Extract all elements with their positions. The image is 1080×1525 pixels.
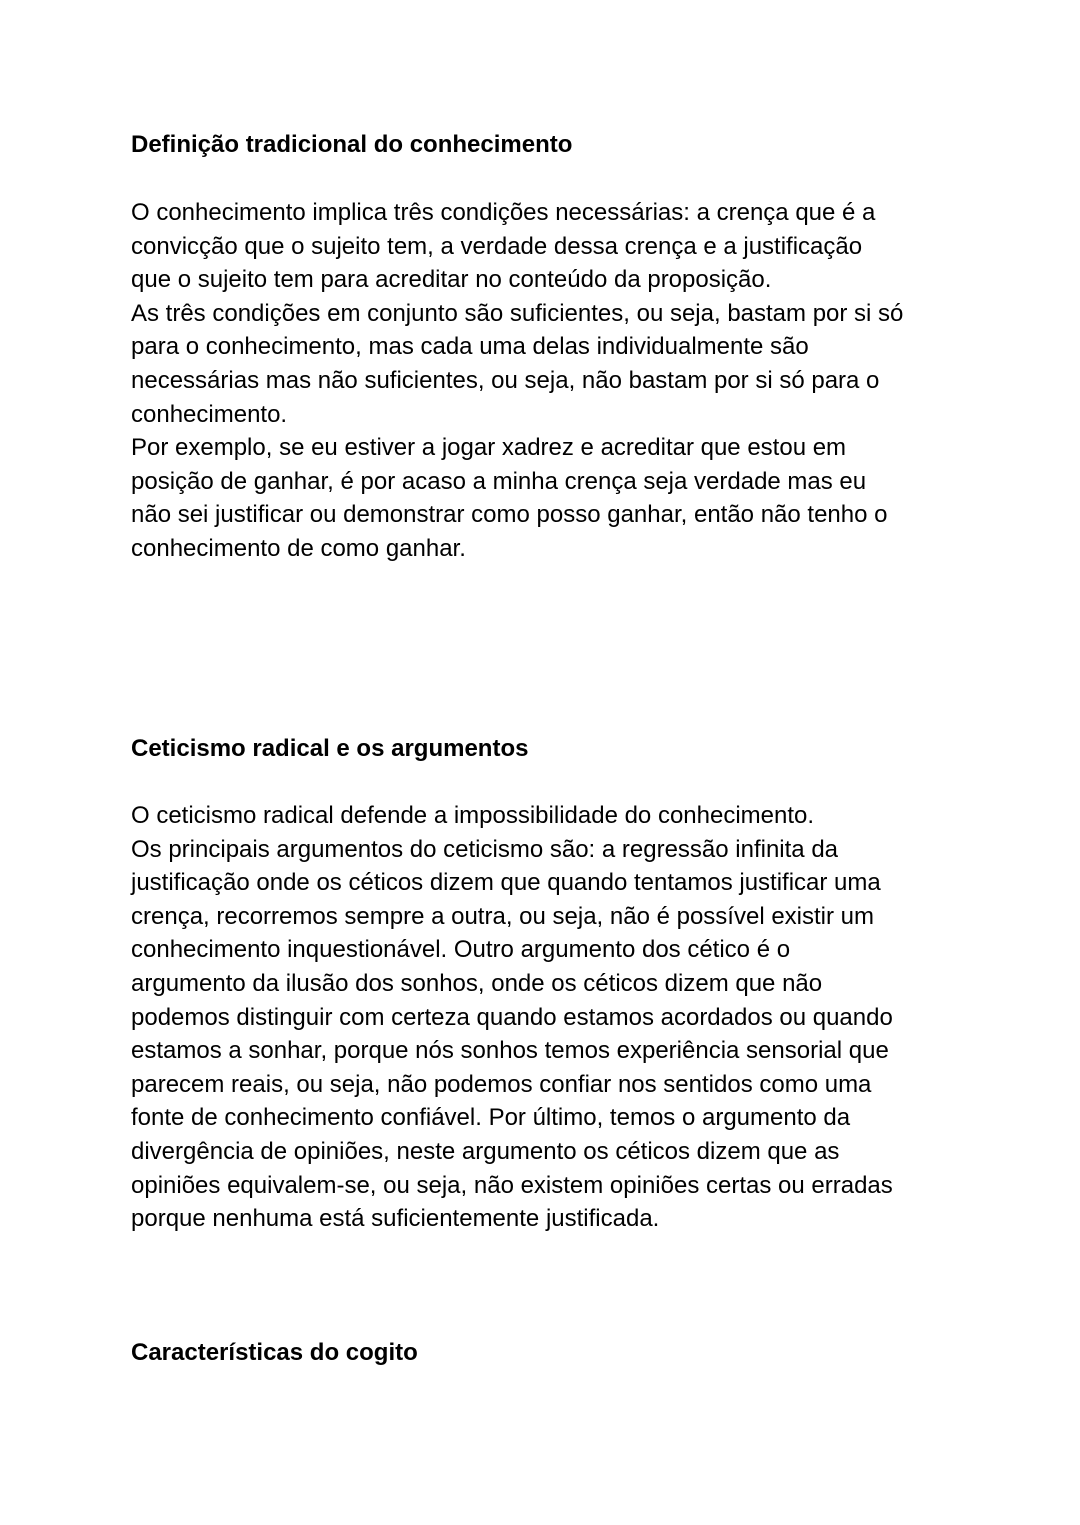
- text-line: O conhecimento implica três condições necessárias: a crença que é a: [131, 199, 876, 226]
- text-line: conhecimento inquestionável. Outro argumento dos cético é o: [131, 936, 791, 964]
- text-line: Os principais argumentos do ceticismo são: a regressão infinita da: [131, 835, 839, 863]
- section-body-radical-skepticism: [131, 799, 893, 1236]
- text-line: argumento da ilusão dos sonhos, onde os céticos dizem que não: [131, 969, 823, 997]
- section-body-traditional-definition: [131, 196, 903, 566]
- text-line: estamos a sonhar, porque nós sonhos temos experiência sensorial que: [131, 1037, 889, 1065]
- text-line: opiniões equivalem-se, ou seja, não existem opiniões certas ou erradas: [131, 1171, 893, 1199]
- section-heading-traditional-definition: Definição tradicional do conhecimento: [131, 131, 573, 158]
- text-line: conhecimento de como ganhar.: [131, 534, 466, 562]
- text-line: convicção que o sujeito tem, a verdade dessa crença e a justificação: [131, 232, 863, 260]
- text-line: podemos distinguir com certeza quando estamos acordados ou quando: [131, 1003, 893, 1031]
- text-line: não sei justificar ou demonstrar como posso ganhar, então não tenho o: [131, 501, 888, 529]
- text-line: para o conhecimento, mas cada uma delas individualmente são: [131, 333, 809, 361]
- text-line: Por exemplo, se eu estiver a jogar xadrez e acreditar que estou em: [131, 434, 847, 462]
- text-line: posição de ganhar, é por acaso a minha crença seja verdade mas eu: [131, 467, 867, 495]
- section-heading-radical-skepticism: Ceticismo radical e os argumentos: [131, 735, 529, 762]
- text-line: parecem reais, ou seja, não podemos confiar nos sentidos como uma: [131, 1070, 872, 1098]
- text-line: fonte de conhecimento confiável. Por último, temos o argumento da: [131, 1104, 851, 1132]
- text-line: crença, recorremos sempre a outra, ou seja, não é possível existir um: [131, 902, 874, 930]
- text-line: que o sujeito tem para acreditar no conteúdo da proposição.: [131, 266, 772, 294]
- text-line: divergência de opiniões, neste argumento os céticos dizem que as: [131, 1137, 840, 1165]
- text-line: necessárias mas não suficientes, ou seja, não bastam por si só para o: [131, 366, 880, 394]
- text-line: As três condições em conjunto são suficientes, ou seja, bastam por si só: [131, 299, 904, 327]
- section-heading-cogito-characteristics: Características do cogito: [131, 1339, 418, 1366]
- text-line: conhecimento.: [131, 400, 288, 428]
- text-line: O ceticismo radical defende a impossibilidade do conhecimento.: [131, 802, 815, 829]
- text-line: justificação onde os céticos dizem que quando tentamos justificar uma: [131, 869, 881, 897]
- text-line: porque nenhuma está suficientemente justificada.: [131, 1205, 660, 1233]
